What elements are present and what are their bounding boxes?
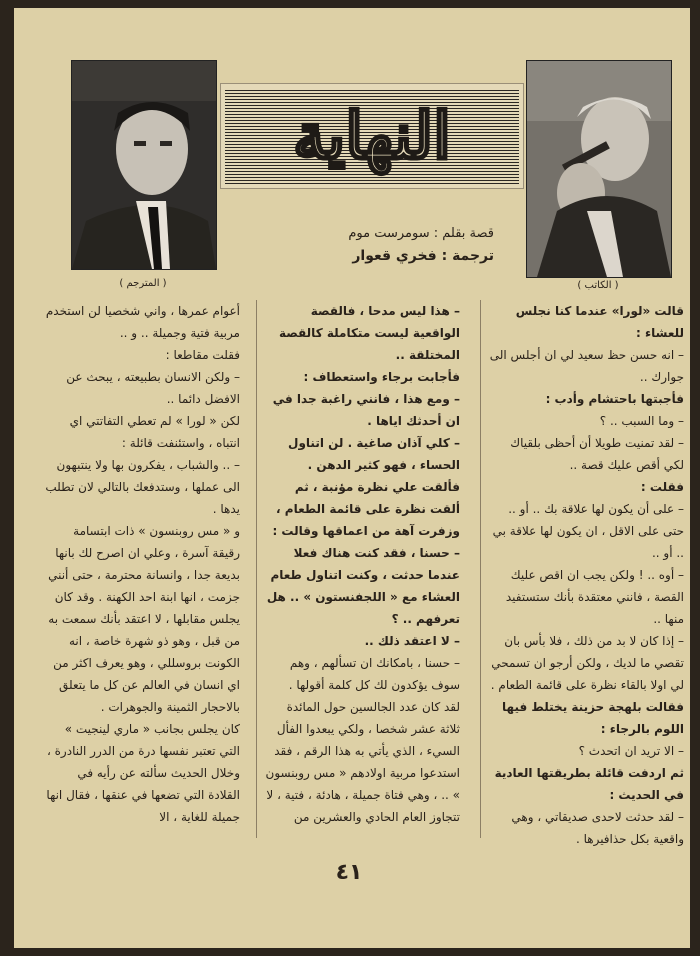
paragraph: – الا تريد ان اتحدث ؟ <box>578 744 684 758</box>
column-divider <box>256 300 257 838</box>
paragraph: – على أن يكون لها علاقة بك .. أو .. حتى على الاقل ، ان يكون لها علاقة بي .. أو .. <box>492 502 684 560</box>
paragraph: – لا اعتقد ذلك .. <box>364 634 460 648</box>
paragraph: – حسنا ، بامكانك ان تسألهم ، وهم سوف يؤكدون لك كل كلمة أقولها . <box>288 656 460 692</box>
paragraph: فأجبتها باحتشام وأدب : <box>545 392 684 406</box>
paragraph: فأجابت برجاء واستعطاف : <box>303 370 460 384</box>
paragraph: فألقت علي نظرة مؤنبة ، ثم ألقت نظرة على قائمة الطعام ، وزفرت آهة من اعماقها وقالت : <box>272 480 460 538</box>
translator-photo <box>71 60 217 270</box>
paragraph: فقلت مقاطعا : <box>165 348 240 362</box>
page-number: ٤١ <box>335 860 363 885</box>
paragraph: – .. والشباب ، يفكرون بها ولا ينتبهون الى عملها ، وستدفعك بالتالي لان تطلب يدها . <box>45 458 240 516</box>
story-title: النهاية <box>293 98 451 174</box>
translator-credit: ترجمة : فخري قعوار <box>352 248 494 264</box>
paragraph: أعوام عمرها ، واني شخصيا لن استخدم مربية فتية وجميلة .. و .. <box>45 304 240 340</box>
paragraph: – ومع هذا ، فانني راغبة جدا في ان أحدثك اياها . <box>272 392 460 428</box>
paragraph: – ولكن الانسان بطبيعته ، يبحث عن الافضل دائما .. <box>66 370 240 406</box>
paragraph: لقد كان عدد الجالسين حول المائدة ثلاثة عشر شخصا ، ولكي يبعدوا الفأل السيء ، الذي يأتي به هذا الرقم ، فقد استدعوا مربية اولادهم « مس روبنسون » .. ، وهي فتاة جميلة ، هادئة ، فتية ، لا تتجاوز العام الحادي والعشرين من <box>265 700 460 824</box>
paragraph: – كلي آذان صاغية . لن اتناول الحساء ، فهو كثير الدهن . <box>288 436 460 472</box>
author-photo <box>526 60 672 278</box>
paragraph: كان يجلس بجانب « ماري لينجيت » التي تعتبر نفسها درة من الدرر النادرة ، وخلال الحديث سألته عن رأيه في القلادة التي تضعها في عنقها ، فقال انها جميلة للغاية ، الا <box>46 722 240 824</box>
text-column-3 <box>44 300 240 852</box>
paragraph: – هذا ليس مدحا ، فالقصة الواقعية ليست متكاملة كالقصة المختلقة .. <box>278 304 460 362</box>
text-column-2 <box>264 300 460 852</box>
paragraph: لكن « لورا » لم تعطي التفاتتي اي انتباه ، واستئنفت قائلة : <box>69 414 240 450</box>
paragraph: فقالت بلهجة حزينة يختلط فيها اللوم بالرجاء : <box>502 700 684 736</box>
paragraph: – حسنا ، فقد كنت هناك فعلا عندما حدثت ، وكنت اتناول طعام العشاء مع « اللجفنستون » .. هل تعرفهم .. ؟ <box>266 546 460 626</box>
paragraph: فقلت : <box>640 480 684 494</box>
column-divider <box>480 300 481 838</box>
paragraph: – أوه .. ! ولكن يجب ان اقص عليك القصة ، فانني معتقدة بأنك ستستفيد منها .. <box>505 568 684 626</box>
paragraph: و « مس روبنسون » ذات ابتسامة رقيقة آسرة ، وعلي ان اصرح لك بانها بديعة جدا ، وانسانة محترمة ، حتى أنني جزمت ، انها ابنة احد الكهنة . وقد كان يجلس مقابلها ، لا اعتقد بأنك سمعت به من قبل ، وهو ذو شهرة خاصة ، انه الكونت بروسللي ، وهو يعرف اكثر من اي انسان في العالم عن كل ما يتعلق بالاحجار الثمينة والجوهرات . <box>48 524 240 714</box>
paragraph: – وما السبب .. ؟ <box>599 414 684 428</box>
paragraph: – انه حسن حظ سعيد لي ان أجلس الى جوارك .. <box>489 348 684 384</box>
translator-photo-caption: ( المترجم ) <box>119 278 167 289</box>
text-column-1 <box>488 300 684 852</box>
author-credit: قصة بقلم : سومرست موم <box>348 226 494 241</box>
paragraph: – إذا كان لا بد من ذلك ، فلا بأس بان تقصي ما لديك ، ولكن أرجو ان تسمحي لي اولا بالقاء نظرة على قائمة الطعام . <box>490 634 684 692</box>
story-title-banner <box>220 83 524 189</box>
paragraph: قالت «لورا» عندما كنا نجلس للعشاء : <box>515 304 684 340</box>
magazine-page <box>14 8 690 948</box>
paragraph: ثم اردفت قائلة بطريقتها العادية في الحديث : <box>494 766 684 802</box>
paragraph: – لقد تمنيت طويلا أن أحظى بلقياك لكي أقص عليك قصة .. <box>510 436 684 472</box>
author-photo-caption: ( الكاتب ) <box>577 280 619 291</box>
paragraph: – لقد حدثت لاحدى صديقاتي ، وهي واقعية بكل حذافيرها . <box>511 810 684 846</box>
